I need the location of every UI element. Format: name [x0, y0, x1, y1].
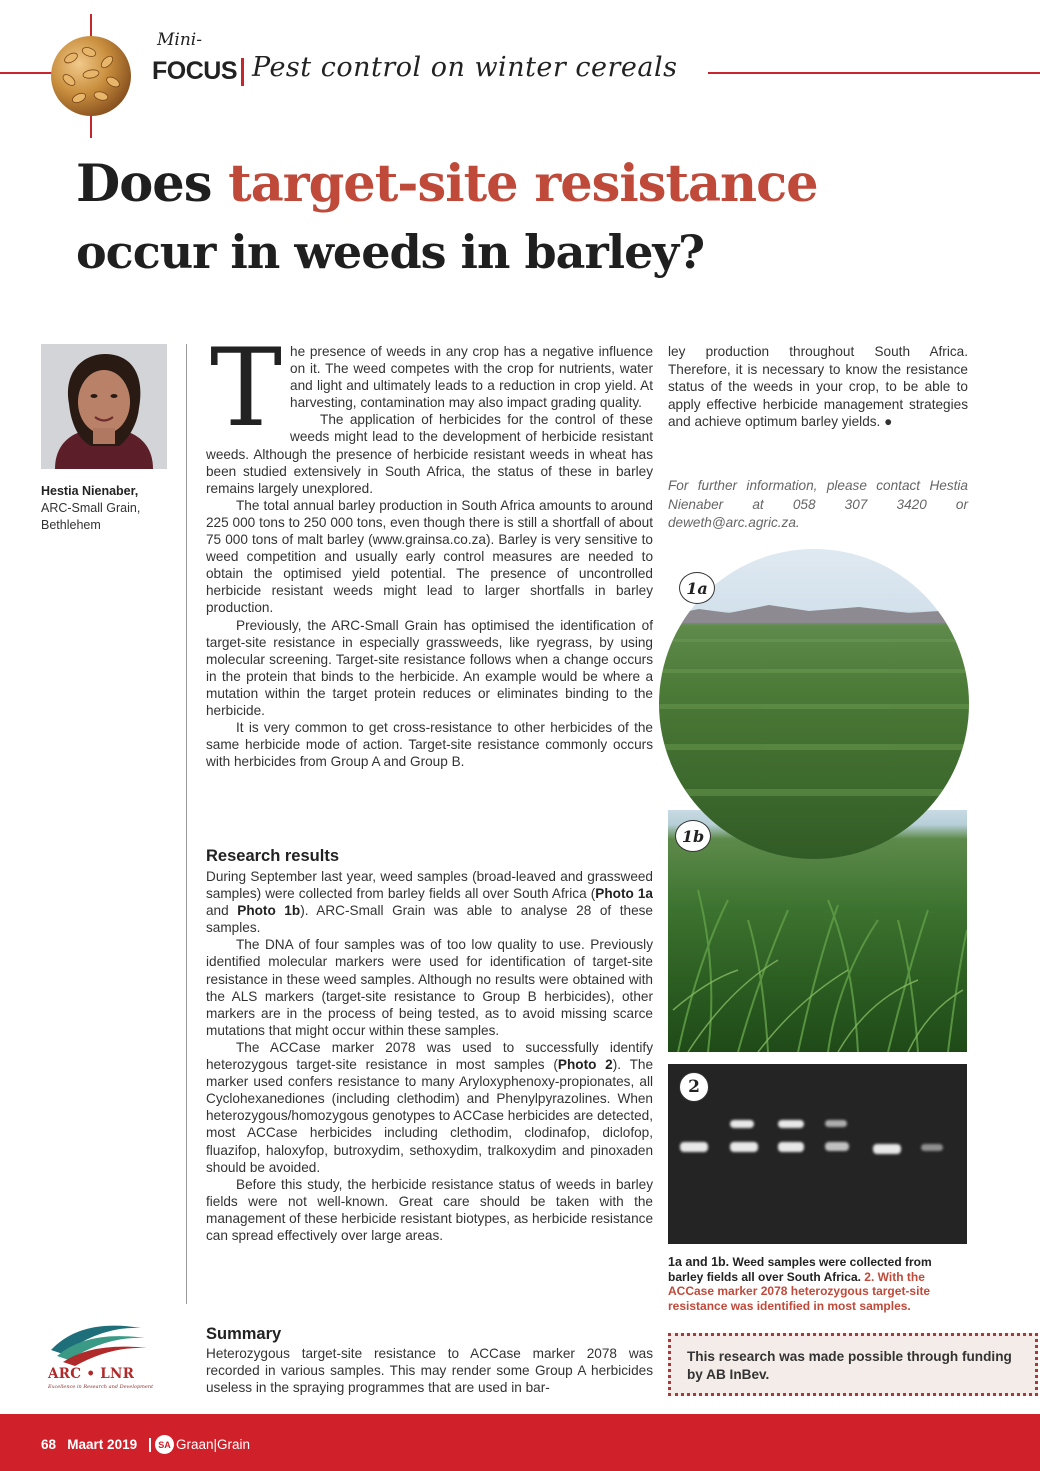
- photo-2-gel: [668, 1064, 967, 1244]
- gel-band: [778, 1142, 804, 1152]
- issue-date: Maart 2019: [67, 1437, 138, 1452]
- text-run: and: [206, 903, 238, 919]
- gel-band: [730, 1120, 754, 1128]
- mini-label: Mini-: [157, 30, 202, 50]
- gel-band: [730, 1142, 758, 1152]
- end-mark: ●: [884, 414, 893, 429]
- photo-label-1b: 1b: [675, 820, 711, 852]
- research-heading: Research results: [206, 847, 339, 865]
- gel-band: [778, 1120, 804, 1128]
- wheat-grain-icon: [51, 36, 131, 116]
- paragraph: Previously, the ARC-Small Grain has optimised the identification of target-site resistance in especially grassweeds, like ryegrass, by using molecular screening. Target-site resistance follows when a change occurs in the protein that binds to the herbicide. An example would be where a mutation within the target protein reduces or eliminates binding to the herbicide.: [206, 617, 653, 718]
- paragraph: Heterozygous target-site resistance to ACCase marker 2078 was recorded in various samples. This may render some Group A herbicides useless in the spraying programmes that are used in bar-: [206, 1346, 653, 1396]
- text-run: ). The marker used confers resistance to many Aryloxyphenoxy-propionates, all Cyclohexanediones (including clethodim) and Phenylpyrazolines. When heterozygous/homozygous genotypes to ACCase herbicides are detected, most ACCase herbicides including clethodim, clodinafop, diclofop, fluazifop, haloxyfop, butroxydim, sethoxydim, tralkoxydim and pinoxaden should be avoided.: [206, 1057, 654, 1175]
- text-run: The ACCase marker 2078 was used to successfully identify heterozygous target-site resistance in most samples (: [206, 1039, 653, 1073]
- paragraph: It is very common to get cross-resistance to other herbicides of the same herbicide mode of action. Target-site resistance commonly occurs with herbicides from Group A and Group B.: [206, 720, 653, 770]
- focus-divider: [241, 58, 244, 86]
- paragraph: [206, 868, 653, 936]
- paragraph: he presence of weeds in any crop has a negative influence on it. The weed competes with the crop for nutrients, water and light and ultimately leads to a reduction in crop yield. At harvesting, contamination may also impact grading quality.: [290, 344, 653, 411]
- header-rule-left: [0, 72, 52, 74]
- column-divider: [186, 344, 187, 1304]
- arc-logo-tagline: Excellence in Research and Development: [48, 1384, 154, 1390]
- caption-lead: 1a and 1b.: [668, 1255, 730, 1269]
- focus-label: FOCUS: [152, 57, 237, 85]
- article-title-line2: occur in weeds in barley?: [76, 225, 705, 279]
- author-photo: [41, 344, 167, 469]
- magazine-name: Graan|Grain: [176, 1437, 251, 1452]
- funding-note: This research was made possible through funding by AB InBev.: [668, 1333, 1038, 1396]
- gel-band: [825, 1142, 849, 1151]
- intro-text: [206, 326, 653, 770]
- contact-info: For further information, please contact Hestia Nienaber at 058 307 3420 or deweth@arc.agric.za.: [668, 478, 968, 530]
- caption-text: With the ACCase marker 2078 heterozygous target-site resistance was identified in most samples.: [668, 1269, 931, 1313]
- research-text: [206, 868, 653, 1244]
- article-title-line1: [76, 154, 818, 214]
- drop-cap: T: [210, 326, 283, 451]
- summary-text: [206, 1345, 653, 1396]
- photo-ref: Photo 1a: [595, 886, 653, 902]
- paragraph: Before this study, the herbicide resistance status of weeds in barley fields were not well-known. Great care should be taken with the management of these herbicide resistant biotypes, as herbicide resistance can spread effectively over large areas.: [206, 1176, 653, 1243]
- title-accent: target-site resistance: [228, 154, 818, 214]
- arc-logo-text: ARC • LNR: [48, 1366, 135, 1382]
- author-affiliation: ARC-Small Grain,: [41, 501, 141, 515]
- continuation-text: [668, 343, 968, 431]
- text-run: ley production throughout South Africa. Therefore, it is necessary to know the resistance status of the weeds in your crop, to be able to apply effective herbicide management strategies and achieve optimum barley yields.: [668, 344, 968, 429]
- footer-divider: [149, 1438, 151, 1452]
- gel-band: [825, 1120, 847, 1127]
- author-name: Hestia Nienaber,: [41, 484, 139, 498]
- header-rule-right: [708, 72, 1040, 74]
- summary-heading: Summary: [206, 1325, 282, 1343]
- paragraph: [206, 1039, 653, 1176]
- text-run: During September last year, weed samples (broad-leaved and grassweed samples) were collected from barley fields all over South Africa (: [206, 869, 653, 902]
- footer-page-issue: [41, 1437, 137, 1452]
- caption-text: Weed samples were collected from barley fields all over South Africa.: [668, 1255, 932, 1284]
- title-plain: Does: [76, 154, 212, 214]
- paragraph: The application of herbicides for the control of these weeds might lead to the development of herbicide resistant weeds. Although the presence of herbicide resistant weeds in wheat has been studied extensively in South Africa, the status of these in barley remains largely unexplored.: [206, 412, 653, 496]
- gel-band: [873, 1144, 901, 1154]
- photo-ref: Photo 2: [557, 1057, 613, 1073]
- text-run: ). ARC-Small Grain was able to analyse 28 of these samples.: [206, 903, 653, 936]
- photo-label-1a: 1a: [679, 572, 715, 604]
- sa-logo-icon: SA: [155, 1435, 174, 1454]
- caption-lead: 2.: [864, 1269, 875, 1284]
- photo-label-2: 2: [679, 1072, 709, 1102]
- page-number: 68: [41, 1437, 57, 1452]
- photo-ref: Photo 1b: [237, 903, 301, 919]
- paragraph: The total annual barley production in South Africa amounts to around 225 000 tons to 250 000 tons, even though there is still a shortfall of about 75 000 tons of malt barley (www.grainsa.co.za). Barley is very sensitive to weed competition and usually early control measures are needed to obtain the optimised yield potential. The presence of uncontrolled herbicide resistant weeds might lead to larger shortfalls in barley production.: [206, 497, 653, 616]
- series-title: Pest control on winter cereals: [252, 52, 678, 83]
- gel-band: [680, 1142, 708, 1152]
- gel-band: [921, 1144, 943, 1151]
- author-location: Bethlehem: [41, 518, 101, 532]
- photo-caption: [668, 1255, 968, 1313]
- paragraph: The DNA of four samples was of too low quality to use. Previously identified molecular markers were used for identification of target-site resistance in these weed samples. Although no results were obtained with the ALS markers (target-site resistance to Group B herbicides), other markers are in the process of being tested, as to avoid missing scarce mutations that might occur within these samples.: [206, 937, 653, 1038]
